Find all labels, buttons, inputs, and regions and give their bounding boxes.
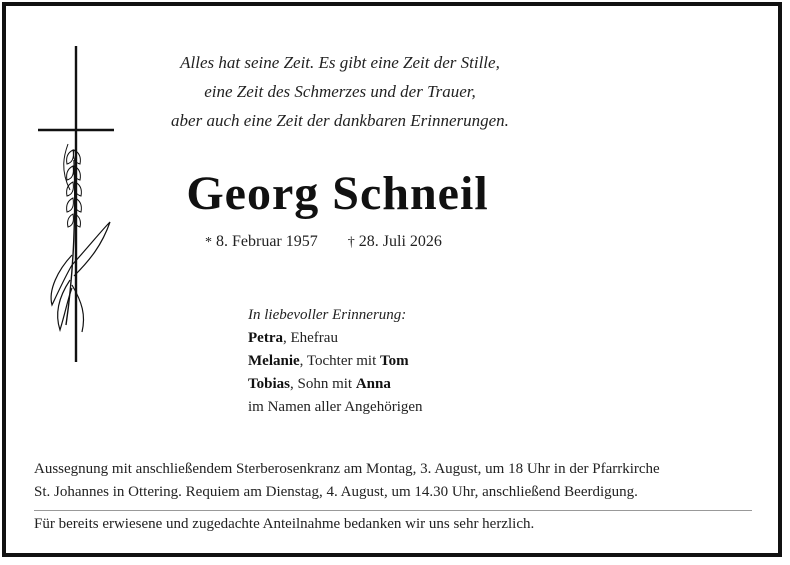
member-partner: Tom <box>379 353 409 369</box>
death-date: 28. Juli 2026 <box>358 233 442 250</box>
family-member <box>248 350 423 373</box>
born-symbol: * <box>205 235 212 250</box>
member-relation: , Tochter mit <box>299 353 380 369</box>
family-closing: im Namen aller Angehörigen <box>248 399 423 415</box>
thanks-text: Für bereits erwiesene und zugedachte Anteilnahme bedanken wir uns sehr herzlich. <box>34 516 535 532</box>
divider <box>34 510 752 511</box>
quote-line: aber auch eine Zeit der dankbaren Erinnerungen. <box>171 111 509 130</box>
family-block <box>248 304 423 419</box>
service-notice <box>34 458 764 504</box>
notice-line: St. Johannes in Ottering. Requiem am Dienstag, 4. August, um 14.30 Uhr, anschließend Beerdigung. <box>34 484 638 500</box>
life-dates <box>205 233 485 251</box>
member-name: Melanie <box>248 353 300 369</box>
member-name: Petra <box>248 330 283 346</box>
deceased-name: Georg Schneil <box>186 167 489 220</box>
family-heading: In liebevoller Erinnerung: <box>248 307 407 323</box>
notice-line: Aussegnung mit anschließendem Sterberosenkranz am Montag, 3. August, um 18 Uhr in der Pfarrkirche <box>34 461 660 477</box>
portrait-photo <box>566 40 762 298</box>
family-member <box>248 373 423 396</box>
member-relation: , Sohn mit <box>289 376 356 392</box>
quote-text <box>140 48 540 135</box>
member-relation: , Ehefrau <box>282 330 338 346</box>
birth-date: 8. Februar 1957 <box>216 233 318 250</box>
died-symbol: † <box>347 235 355 250</box>
quote-line: eine Zeit des Schmerzes und der Trauer, <box>204 82 476 101</box>
member-name: Tobias <box>248 376 290 392</box>
member-partner: Anna <box>355 376 391 392</box>
family-member <box>248 327 423 350</box>
cross-with-wheat-icon <box>30 40 120 370</box>
quote-line: Alles hat seine Zeit. Es gibt eine Zeit der Stille, <box>180 53 500 72</box>
